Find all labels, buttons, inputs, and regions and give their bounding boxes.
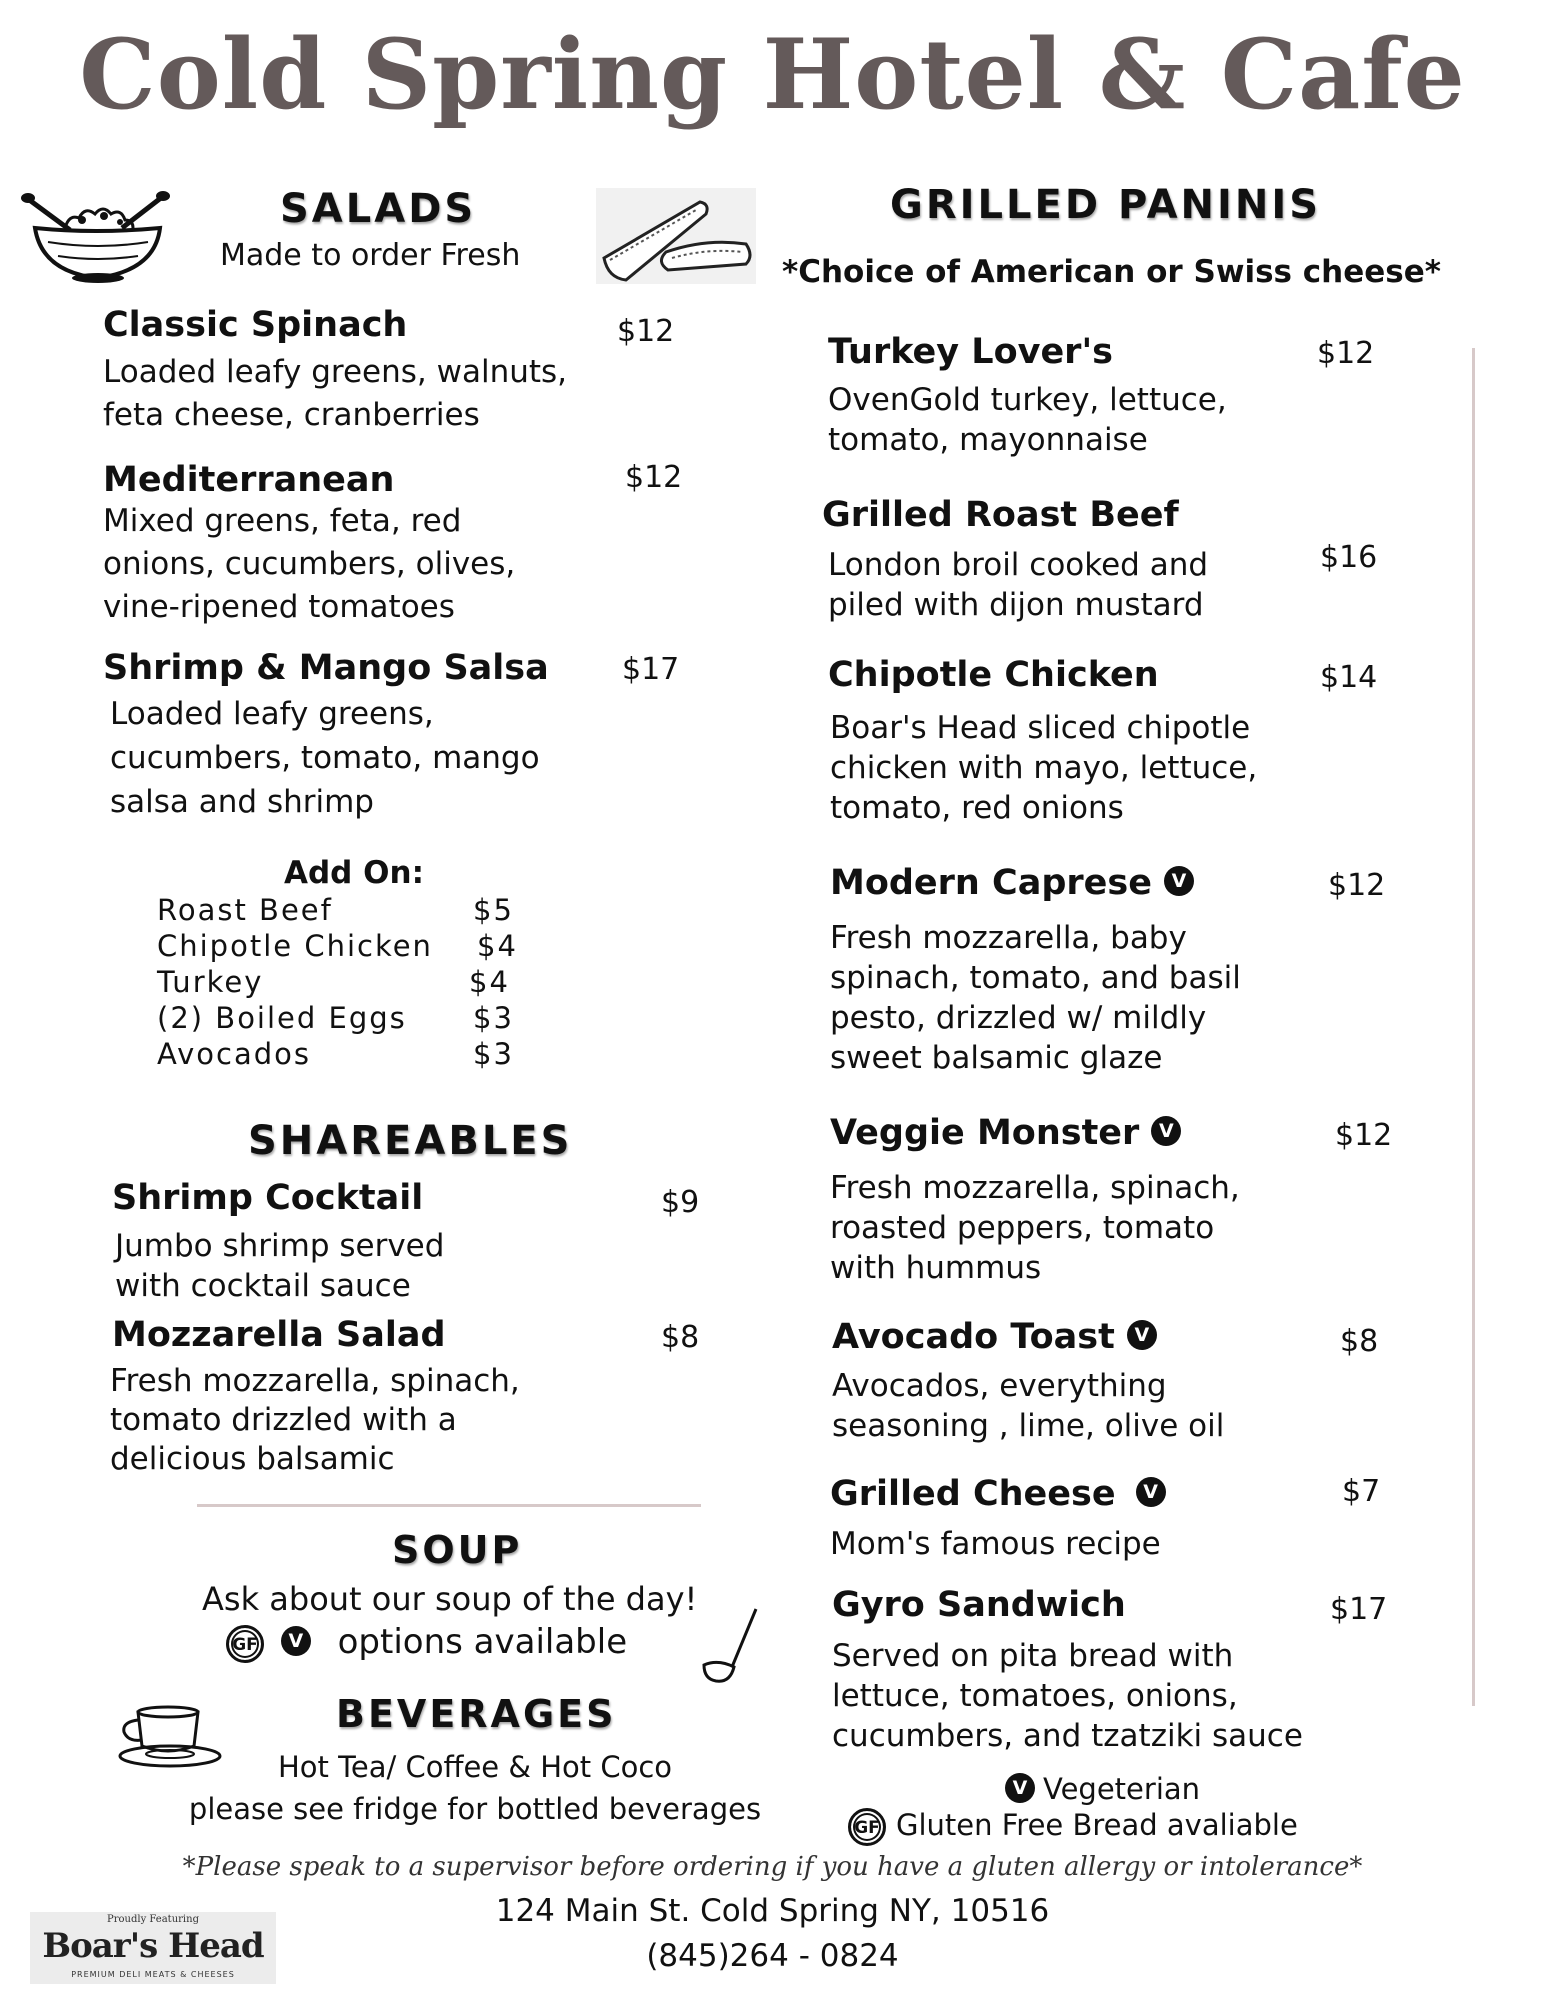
addon-name: Chipotle Chicken	[157, 929, 433, 963]
panini-item-name: Grilled Roast Beef	[822, 495, 1179, 535]
vegetarian-icon: V	[1005, 1773, 1035, 1803]
vegetarian-icon: V	[1164, 866, 1194, 896]
section-divider	[197, 1504, 701, 1507]
panini-item-desc: Boar's Head sliced chipotle chicken with mayo, lettuce, tomato, red onions	[830, 710, 1258, 826]
panini-item-name: Gyro Sandwich	[832, 1585, 1126, 1625]
panini-item-name: Avocado Toast V	[832, 1317, 1157, 1357]
salads-subtitle: Made to order Fresh	[220, 238, 521, 273]
panini-item-desc: Served on pita bread with lettuce, tomatoes, onions, cucumbers, and tzatziki sauce	[832, 1638, 1303, 1754]
panini-item-name: Modern Caprese V	[830, 863, 1194, 903]
addon-price: $4	[477, 929, 518, 963]
panini-item-desc: OvenGold turkey, lettuce, tomato, mayonnaise	[828, 382, 1227, 458]
salad-item-name: Mediterranean	[103, 460, 395, 500]
panini-item-name: Veggie Monster V	[830, 1113, 1181, 1153]
salad-item-price: $17	[622, 652, 680, 687]
vegetarian-icon: V	[1127, 1320, 1157, 1350]
addon-price: $3	[473, 1037, 514, 1071]
soup-options	[226, 1622, 627, 1663]
boars-head-logo	[30, 1912, 276, 1984]
salad-item-desc: Mixed greens, feta, red onions, cucumbers, olives, vine-ripened tomatoes	[103, 503, 516, 625]
shareable-item-name: Shrimp Cocktail	[112, 1178, 424, 1218]
panini-item-desc: London broil cooked and piled with dijon mustard	[828, 547, 1209, 623]
panini-item-name: Chipotle Chicken	[828, 655, 1159, 695]
panini-item-price: $12	[1317, 336, 1375, 371]
paninis-subtitle: *Choice of American or Swiss cheese*	[782, 254, 1441, 290]
shareable-item-price: $8	[661, 1320, 700, 1355]
gluten-allergy-note: *Please speak to a supervisor before ordering if you have a gluten allergy or intolerance*	[182, 1852, 1363, 1882]
panini-item-price: $14	[1320, 660, 1378, 695]
addon-price: $3	[473, 1001, 514, 1035]
panini-item-price: $17	[1330, 1592, 1388, 1627]
salad-bowl-icon	[20, 190, 170, 285]
panini-item-desc: Fresh mozzarella, baby spinach, tomato, and basil pesto, drizzled w/ mildly sweet balsamic glaze	[830, 920, 1241, 1076]
beverages-line: Hot Tea/ Coffee & Hot Coco	[277, 1750, 673, 1784]
addon-name: (2) Boiled Eggs	[157, 1001, 407, 1035]
shareable-item-price: $9	[661, 1185, 700, 1220]
vegetarian-icon: V	[1136, 1477, 1166, 1507]
vegetarian-icon: V	[1151, 1116, 1181, 1146]
paninis-heading: GRILLED PANINIS	[890, 182, 1322, 228]
panini-item-desc: Avocados, everything seasoning , lime, olive oil	[832, 1368, 1225, 1444]
beverages-line: please see fridge for bottled beverages	[188, 1792, 762, 1826]
gluten-free-icon: GF	[848, 1808, 886, 1846]
shareable-item-desc: Jumbo shrimp served with cocktail sauce	[115, 1228, 445, 1304]
panini-item-name: Grilled Cheese V	[830, 1474, 1166, 1514]
soup-heading: SOUP	[392, 1528, 523, 1572]
panini-item-price: $12	[1335, 1118, 1393, 1153]
legend-vegetarian: V Vegeterian	[1005, 1772, 1200, 1806]
vertical-divider	[1472, 348, 1475, 1706]
gluten-free-icon: GF	[226, 1625, 264, 1663]
soup-line: Ask about our soup of the day!	[202, 1580, 698, 1618]
panini-item-price: $16	[1320, 540, 1378, 575]
legend-gluten-free: GF Gluten Free Bread avaliable	[848, 1808, 1298, 1846]
ladle-icon	[700, 1605, 762, 1685]
soup-options-text: options available	[337, 1622, 628, 1662]
addon-price: $4	[469, 965, 510, 999]
salad-item-name: Shrimp & Mango Salsa	[103, 648, 549, 688]
phone: (845)264 - 0824	[646, 1938, 899, 1974]
panini-item-price: $8	[1340, 1324, 1379, 1359]
panini-item-price: $12	[1328, 868, 1386, 903]
beverages-heading: BEVERAGES	[336, 1692, 617, 1736]
salad-item-desc: Loaded leafy greens, walnuts, feta cheese, cranberries	[103, 354, 568, 433]
salad-item-desc: Loaded leafy greens, cucumbers, tomato, mango salsa and shrimp	[110, 696, 540, 820]
salads-heading: SALADS	[280, 186, 477, 232]
address: 124 Main St. Cold Spring NY, 10516	[495, 1893, 1050, 1929]
panini-item-name: Turkey Lover's	[828, 332, 1113, 372]
page-title: Cold Spring Hotel & Cafe	[79, 18, 1466, 131]
addon-name: Avocados	[157, 1037, 312, 1071]
logo-tagline-top: Proudly Featuring	[107, 1914, 199, 1925]
addon-price: $5	[473, 893, 514, 927]
panini-item-price: $7	[1342, 1474, 1381, 1509]
salad-item-price: $12	[617, 314, 675, 349]
shareable-item-desc: Fresh mozzarella, spinach, tomato drizzled with a delicious balsamic	[110, 1363, 520, 1477]
panini-item-desc: Fresh mozzarella, spinach, roasted peppers, tomato with hummus	[830, 1170, 1240, 1286]
shareables-heading: SHAREABLES	[248, 1118, 573, 1164]
salad-item-price: $12	[625, 460, 683, 495]
sandwich-icon	[596, 188, 756, 284]
addons-heading: Add On:	[284, 855, 424, 891]
logo-tagline-bottom: PREMIUM DELI MEATS & CHEESES	[71, 1970, 235, 1979]
addon-name: Turkey	[157, 965, 264, 999]
panini-item-desc: Mom's famous recipe	[830, 1526, 1161, 1562]
logo-brand: Boar's Head	[42, 1926, 264, 1966]
vegetarian-icon: V	[281, 1626, 311, 1656]
shareable-item-name: Mozzarella Salad	[112, 1315, 446, 1355]
salad-item-name: Classic Spinach	[103, 305, 408, 345]
addon-name: Roast Beef	[157, 893, 333, 927]
